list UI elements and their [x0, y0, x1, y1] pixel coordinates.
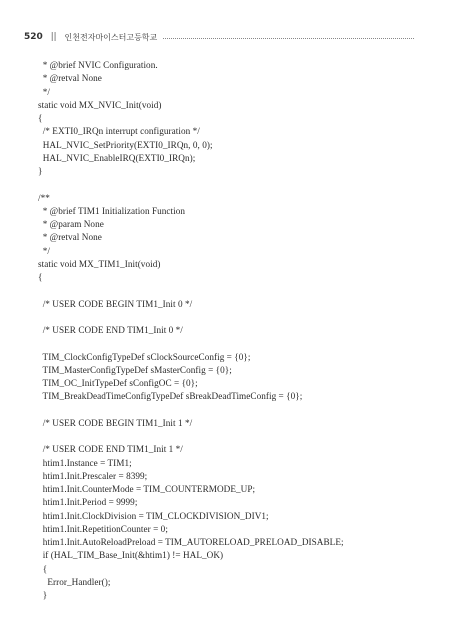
code-line: * @param None	[38, 219, 104, 229]
code-line: * @brief NVIC Configuration.	[38, 60, 158, 70]
code-line: /* USER CODE END TIM1_Init 1 */	[38, 444, 183, 455]
code-line: {	[38, 113, 43, 123]
code-line: /* USER CODE BEGIN TIM1_Init 0 */	[38, 298, 193, 309]
code-line: * @retval None	[38, 232, 102, 243]
code-line: /* EXTI0_IRQn interrupt configuration */	[38, 126, 200, 137]
code-line: HAL_NVIC_EnableIRQ(EXTI0_IRQn);	[38, 152, 196, 163]
code-line	[38, 178, 438, 191]
header-separator: ||	[50, 32, 57, 42]
code-line: htim1.Init.Period = 9999;	[38, 497, 138, 508]
code-line	[38, 404, 438, 417]
code-line: */	[38, 86, 50, 97]
code-line: htim1.Init.AutoReloadPreload = TIM_AUTORELOAD_PRELOAD_DISABLE;	[38, 537, 344, 547]
code-line: htim1.Init.CounterMode = TIM_COUNTERMODE_UP;	[38, 484, 256, 494]
code-line: htim1.Init.Prescaler = 8399;	[38, 470, 148, 481]
code-line: TIM_MasterConfigTypeDef sMasterConfig = {0};	[38, 364, 232, 375]
code-line: }	[38, 166, 43, 176]
code-line	[38, 430, 438, 443]
page-header	[24, 30, 414, 44]
code-line: * @brief TIM1 Initialization Function	[38, 205, 186, 216]
code-line: TIM_OC_InitTypeDef sConfigOC = {0};	[38, 378, 198, 388]
code-line: if (HAL_TIM_Base_Init(&htim1) != HAL_OK)	[38, 550, 224, 561]
code-line: htim1.Init.ClockDivision = TIM_CLOCKDIVISION_DIV1;	[38, 510, 269, 521]
header-dotted-rule	[163, 38, 414, 39]
code-line: TIM_ClockConfigTypeDef sClockSourceConfig = {0};	[38, 351, 251, 362]
code-line: static void MX_TIM1_Init(void)	[38, 258, 161, 269]
header-title: 인천전자마이스터고등학교	[64, 32, 158, 42]
code-line: /**	[38, 192, 50, 203]
code-line: TIM_BreakDeadTimeConfigTypeDef sBreakDeadTimeConfig = {0};	[38, 391, 303, 402]
code-line: HAL_NVIC_SetPriority(EXTI0_IRQn, 0, 0);	[38, 139, 213, 150]
code-line: {	[38, 563, 48, 574]
code-line: static void MX_NVIC_Init(void)	[38, 99, 162, 110]
page-number: 520	[24, 32, 43, 42]
code-line: /* USER CODE END TIM1_Init 0 */	[38, 325, 183, 335]
code-line: {	[38, 272, 43, 282]
code-line: */	[38, 245, 50, 256]
code-line: htim1.Init.RepetitionCounter = 0;	[38, 523, 168, 534]
code-line	[38, 311, 438, 324]
code-listing	[38, 59, 438, 602]
code-line: htim1.Instance = TIM1;	[38, 457, 132, 468]
code-line: Error_Handler();	[38, 576, 111, 587]
code-line: * @retval None	[38, 73, 102, 84]
code-line: /* USER CODE BEGIN TIM1_Init 1 */	[38, 417, 193, 428]
code-line	[38, 337, 438, 350]
code-line	[38, 284, 438, 297]
code-line: }	[38, 590, 48, 600]
